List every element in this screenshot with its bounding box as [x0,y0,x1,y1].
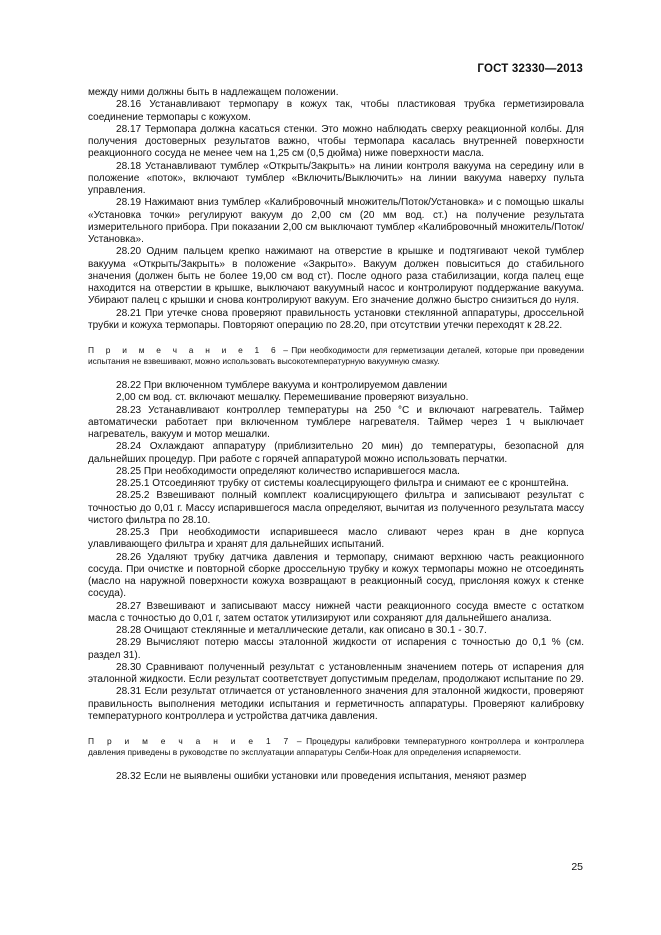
paragraph-group-c [88,771,584,783]
paragraph: 28.25 При необходимости определяют количество испарившегося масла. [116,465,460,477]
paragraph: 28.31 Если результат отличается от установленного значения для эталонной жидкости, проверяют правильность выполнения методики испытания и герметичность аппаратуры. Проверяют калибровку температурного контроллера и устройства датчика давления. [88,686,584,722]
note-16-label: П р и м е ч а н и е 1 6 [88,345,280,355]
note-17-label: П р и м е ч а н и е 1 7 [88,736,293,746]
paragraph-group-a [88,87,584,332]
note-16-text: – При необходимости для герметизации деталей, которые при проведении испытания не взвешивают, можно использовать высокотемпературную вакуумную смазку. [88,345,585,366]
paragraph: 28.17 Термопара должна касаться стенки. Это можно наблюдать сверху реакционной колбы. Для получения достоверных результатов важно, чтобы термопара касалась внутренней поверхности реакционного сосуда не менее чем на 1,25 см (0,5 дюйма) ниже поверхности масла. [88,123,584,160]
paragraph: 28.21 При утечке снова проверяют правильность установки стеклянной аппаратуры, дроссельной трубки и кожуха термопары. Повторяют операцию по 28.20, при отсутствии утечки переходят к 28.22. [88,307,584,331]
paragraph-group-b [88,380,584,723]
paragraph: 28.22 При включенном тумблере вакуума и контролируемом давлении [116,380,448,391]
page-body [88,87,584,783]
page-number: 25 [571,861,583,873]
paragraph: 28.23 Устанавливают контроллер температуры на 250 °С и включают нагреватель. Таймер автоматически работает при включенном тумблере нагревателя. Таймер через 1 ч выключает нагреватель, вакуум и мотор мешалки. [88,404,584,440]
paragraph: 28.32 Если не выявлены ошибки установки или проведения испытания, меняют размер [116,771,527,782]
paragraph: 28.25.3 При необходимости испарившееся масло сливают через кран в дне корпуса улавливающего фильтра и хранят для дальнейших испытаний. [88,527,584,551]
paragraph: 28.30 Сравнивают полученный результат с установленным значением потерь от испарения для эталонной жидкости. Если результат соответствует допустимым пределам, продолжают испытание по 29. [88,661,584,685]
paragraph: 28.25.1 Отсоединяют трубку от системы коалесцирующего фильтра и снимают ее с кронштейна. [116,478,569,489]
paragraph: 28.29 Вычисляют потерю массы эталонной жидкости от испарения с точностью до 0,1 % (см. раздел 31). [88,637,584,661]
note-16 [88,345,584,367]
paragraph: 28.20 Одним пальцем крепко нажимают на отверстие в крышке и подтягивают чекой тумблер вакуума «Открыть/Закрыть» в положение «Закрыто». Вакуум должен повыситься до стабильного значения (должен быть не более 19,00 см вод ст). После одного раза стабилизации, когда палец еще находится на отверстии в крышке, выключают вакуумный насос и контролируют поддержание вакуума. Убирают палец с крышки и снова контролируют вакуум. Его значение должно быстро снизиться до нуля. [88,246,584,307]
paragraph: 28.19 Нажимают вниз тумблер «Калибровочный множитель/Поток/Установка» и с помощью шкалы «Установка точки» регулируют вакуум до 2,00 см (20 мм вод. ст.) на получение результата измерительного прибора. При показании 2,00 см выключают тумблер «Калибровочный множитель/Поток/Установка». [88,197,584,245]
paragraph: 28.24 Охлаждают аппаратуру (приблизительно 20 мин) до температуры, безопасной для дальнейших процедур. При работе с горячей аппаратурой можно использовать перчатки. [88,441,584,465]
paragraph: 28.25.2 Взвешивают полный комплект коалисцирующего фильтра и записывают результат с точностью до 0,01 г. Массу испарившегося масла определяют, вычитая из полученного результата массу чистого фильтра по 28.10. [88,490,584,526]
paragraph: 28.26 Удаляют трубку датчика давления и термопару, снимают верхнюю часть реакционного сосуда. При очистке и повторной сборке дроссельную трубку и кожух термопары можно не отсоединять (масло на наружной поверхности кожуха возвращают в реакционный сосуд, прислоняя кожух к стенке сосуда). [88,551,584,600]
paragraph: 28.28 Очищают стеклянные и металлические детали, как описано в 30.1 - 30.7. [116,625,487,636]
paragraph: между ними должны быть в надлежащем положении. [88,87,339,98]
paragraph: 2,00 см вод. ст. включают мешалку. Перемешивание проверяют визуально. [116,392,469,404]
paragraph: 28.27 Взвешивают и записывают массу нижней части реакционного сосуда вместе с остатком масла с точностью до 0,01 г, затем остаток утилизируют или сохраняют для дальнейшего анализа. [88,600,584,624]
paragraph: 28.16 Устанавливают термопару в кожух так, чтобы пластиковая трубка герметизировала соединение термопары с кожухом. [88,99,584,123]
note-17 [88,736,584,758]
paragraph: 28.18 Устанавливают тумблер «Открыть/Закрыть» на линии контроля вакуума на середину или в положение «поток», включают тумблер «Включить/Выключить» на линии вакуума наверху пульта управления. [88,160,584,196]
note-17-text: – Процедуры калибровки температурного контроллера и контроллера давления приведены в руководстве по эксплуатации аппаратуры Селби-Ноак для определения испаряемости. [88,736,584,757]
document-code: ГОСТ 32330—2013 [477,63,583,75]
